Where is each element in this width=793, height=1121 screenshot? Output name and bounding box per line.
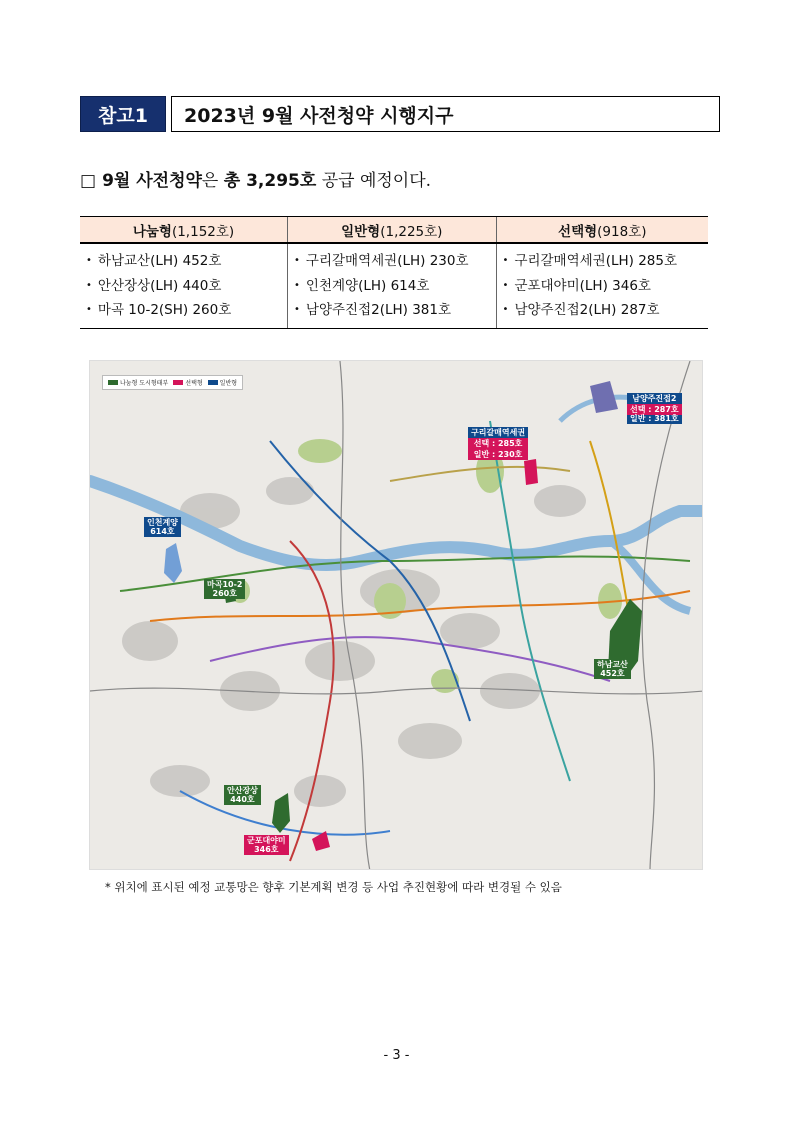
list-item: • 하남교산(LH) 452호 [84, 250, 287, 275]
footnote: * 위치에 표시된 예정 교통망은 향후 기본계획 변경 등 사업 추진현황에 따라 변경될 수 있음 [105, 880, 562, 894]
list-item: • 남양주진접2(LH) 287호 [501, 299, 708, 324]
col-cell-nanum [80, 243, 288, 328]
col-header-ilban: 일반형(1,225호) [288, 217, 497, 244]
map-illustration [90, 361, 703, 870]
checkbox-bullet: □ [80, 171, 97, 191]
guri-site [524, 459, 538, 485]
label-namyang: 남양주진접2 선택 : 287호 일반 : 381호 [627, 393, 682, 424]
list-item: • 군포대야미(LH) 346호 [501, 275, 708, 300]
supply-table [80, 216, 708, 329]
reference-tag: 참고1 [80, 96, 166, 132]
lead-part3: 총 3,295호 [223, 171, 317, 191]
lead-part2: 은 [201, 171, 224, 191]
list-item: • 구리갈매역세권(LH) 285호 [501, 250, 708, 275]
label-magok: 마곡10-2 260호 [204, 579, 245, 599]
label-guri: 구리갈매역세권 선택 : 285호 일반 : 230호 [468, 427, 528, 460]
label-incheon: 인천계양 614호 [144, 517, 181, 537]
namyang-site [590, 381, 618, 413]
col-cell-seontaek [496, 243, 708, 328]
incheon-site [164, 543, 182, 583]
legend-item-ilban: 일반형 [208, 378, 237, 387]
transit-lines [120, 421, 690, 861]
list-item: • 구리갈매역세권(LH) 230호 [292, 250, 496, 275]
list-item: • 마곡 10-2(SH) 260호 [84, 299, 287, 324]
label-gunpo: 군포대야미 346호 [244, 835, 289, 855]
list-item: • 인천계양(LH) 614호 [292, 275, 496, 300]
label-ansan: 안산장상 440호 [224, 785, 261, 805]
col-header-seontaek: 선택형(918호) [496, 217, 708, 244]
legend-item-seontaek: 선택형 [173, 378, 202, 387]
list-item: • 안산장상(LH) 440호 [84, 275, 287, 300]
site-map [89, 360, 703, 870]
legend-item-nanum: 나눔형 도시형태부 [108, 378, 168, 387]
page-title: 2023년 9월 사전청약 시행지구 [171, 96, 720, 132]
lead-sentence [80, 166, 431, 191]
col-cell-ilban [288, 243, 497, 328]
lead-part1: 9월 사전청약 [102, 171, 202, 191]
map-legend [102, 375, 243, 390]
col-header-nanum: 나눔형(1,152호) [80, 217, 288, 244]
list-item: • 남양주진접2(LH) 381호 [292, 299, 496, 324]
label-hanam: 하남교산 452호 [594, 659, 631, 679]
lead-part4: 공급 예정이다. [316, 171, 432, 191]
page-number: - 3 - [383, 1048, 410, 1063]
